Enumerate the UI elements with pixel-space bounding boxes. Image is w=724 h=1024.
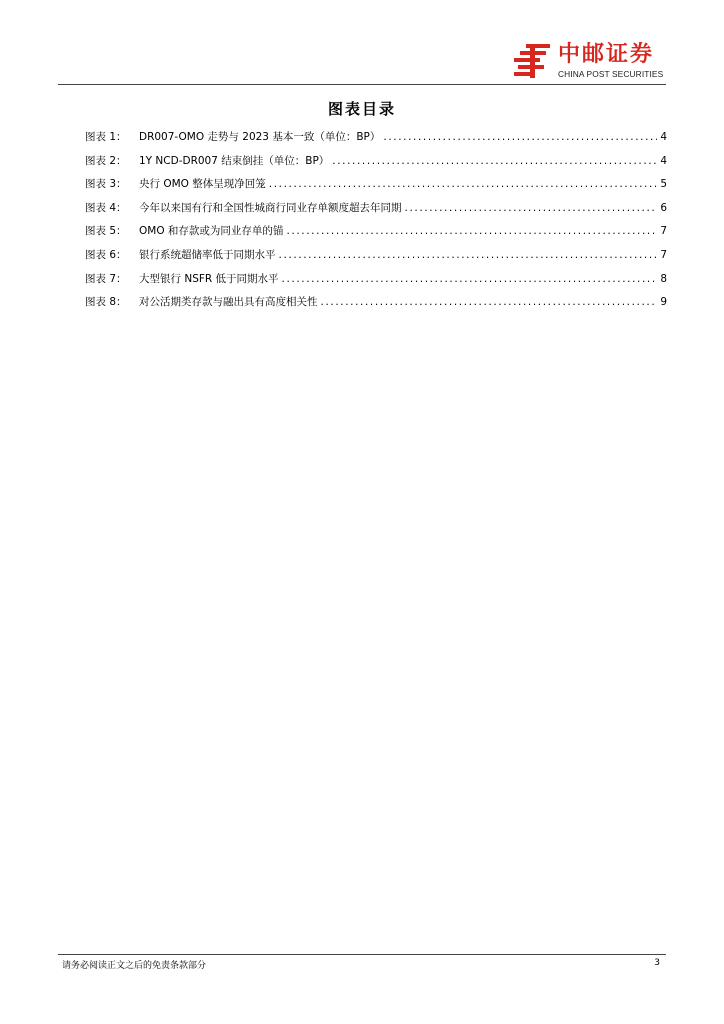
toc-item-page: 7 <box>660 248 667 261</box>
toc-item-label: 图表 1： <box>85 131 127 143</box>
toc-item-8[interactable] <box>85 294 667 318</box>
toc-leader-dots <box>279 249 658 261</box>
toc-item-text: 银行系统超储率低于同期水平 <box>139 248 276 261</box>
toc-title: 图表目录 <box>327 100 396 118</box>
toc-leader-dots <box>332 155 657 167</box>
toc-item-page: 6 <box>660 201 667 214</box>
toc-item-page: 4 <box>660 154 667 167</box>
china-post-logo-icon <box>512 42 552 80</box>
toc-item-label: 图表 4： <box>85 201 127 214</box>
toc-item-2[interactable] <box>85 153 667 177</box>
footer-page-number: 3 <box>654 958 660 968</box>
toc-item-label: 图表 7： <box>85 272 127 285</box>
toc-item-5[interactable] <box>85 223 667 247</box>
toc-leader-dots <box>405 202 658 214</box>
toc-item-3[interactable] <box>85 176 667 200</box>
toc-leader-dots <box>269 178 658 190</box>
header-divider <box>58 84 666 85</box>
toc-item-page: 9 <box>660 296 667 309</box>
toc-item-page: 4 <box>660 131 667 143</box>
toc-item-text: 今年以来国有行和全国性城商行同业存单额度超去年同期 <box>139 201 402 214</box>
toc-leader-dots <box>286 225 657 237</box>
toc-item-text: OMO 和存款或为同业存单的锚 <box>139 225 284 238</box>
toc-item-label: 图表 3： <box>85 178 127 191</box>
toc-item-6[interactable] <box>85 247 667 271</box>
toc-item-text: 1Y NCD-DR007 结束倒挂（单位：BP） <box>139 154 330 167</box>
toc-item-text: 大型银行 NSFR 低于同期水平 <box>139 272 279 285</box>
toc-leader-dots <box>321 296 658 308</box>
brand-name-cn: 中邮证券 <box>558 42 655 67</box>
toc-item-page: 8 <box>660 272 667 285</box>
toc-item-text: 对公活期类存款与融出具有高度相关性 <box>139 296 318 309</box>
toc-item-page: 5 <box>660 178 667 191</box>
toc-item-label: 图表 2： <box>85 154 127 167</box>
toc-leader-dots <box>282 273 658 285</box>
toc-item-label: 图表 8： <box>85 296 127 309</box>
footer-disclaimer: 请务必阅读正文之后的免责条款部分 <box>62 961 207 971</box>
toc-item-text: DR007-OMO 走势与 2023 基本一致（单位：BP） <box>139 131 381 143</box>
toc-item-4[interactable] <box>85 200 667 224</box>
toc-item-page: 7 <box>660 225 667 238</box>
toc-item-1[interactable] <box>85 129 667 153</box>
toc-list <box>85 129 667 318</box>
brand-logo <box>512 42 672 82</box>
brand-name-en: CHINA POST SECURITIES <box>558 69 664 79</box>
toc-item-label: 图表 5： <box>85 225 127 238</box>
toc-item-label: 图表 6： <box>85 248 127 261</box>
footer-divider <box>58 954 666 955</box>
toc-item-text: 央行 OMO 整体呈现净回笼 <box>139 178 266 191</box>
toc-leader-dots <box>383 131 657 143</box>
toc-item-7[interactable] <box>85 271 667 295</box>
